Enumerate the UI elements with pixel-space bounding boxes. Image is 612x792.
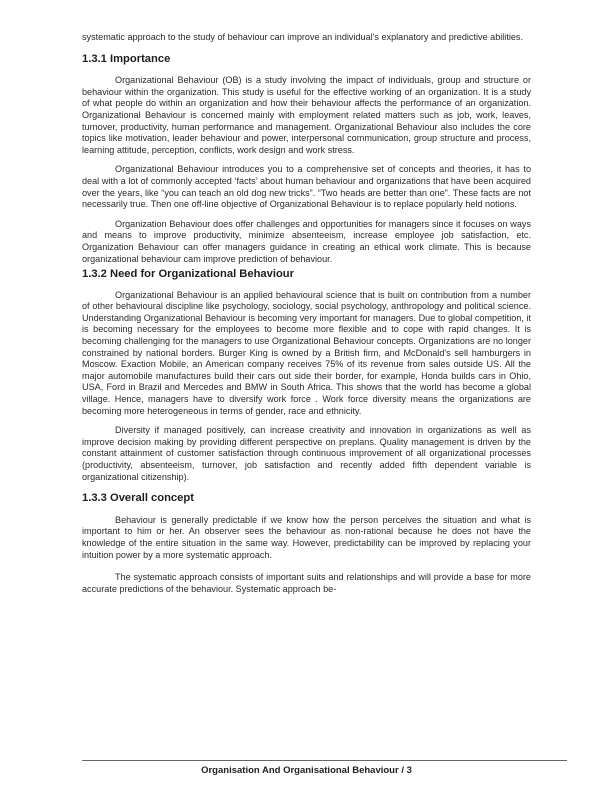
paragraph: The systematic approach consists of important suits and relationships and will provide a base for more accurate predictions of the behaviour. Systematic approach be- bbox=[82, 572, 531, 594]
paragraph: Organizational Behaviour (OB) is a study involving the impact of individuals, group and structure or behaviour within the organization. This study is useful for the effective working of an organization. It is a study of what people do within an organization and how their behaviour affects the performance of an organization. Organizational Behaviour is concerned mainly with employment related matters such as job, work, leaves, turnover, productivity, human performance and management. Organizational Behaviour also includes the core topics like motivation, leader behaviour and power, interpersonal communication, group structure and process, learning attitude, perception, conflicts, work design and work stress. bbox=[82, 75, 531, 155]
running-footer: Organisation And Organisational Behaviour / 3 bbox=[201, 765, 412, 776]
section-heading-need: 1.3.2 Need for Organizational Behaviour bbox=[82, 268, 294, 281]
paragraph: Organizational Behaviour is an applied behavioural science that is built on contribution from a number of other behavioural discipline like psychology, sociology, social psychology, anthropology and political science. Understanding Organizational Behaviour is becoming very important for managers. Due to global competition, it is becoming necessary for the employees to become more flexible and to cope with rapid changes. It is becoming challenging for the managers to use Organizational Behaviour concepts. Organizations are no longer constrained by national borders. Burger King is owned by a British firm, and McDonald's sell hamburgers in Moscow. Exaction Mobile, an American company receives 75% of its revenue from sales outside US. All the major automobile manufactures build their cars out side their border, for example, Honda builds cars in Ohio, USA, Ford in Brazil and Mercedes and BMW in South Africa. This shows that the world has become a global village. Hence, managers have to diversify work force . Work force diversity means the organizations are becoming more heterogeneous in terms of gender, race and ethnicity. bbox=[82, 289, 531, 416]
section-heading-overall-concept: 1.3.3 Overall concept bbox=[82, 492, 194, 505]
intro-paragraph: systematic approach to the study of behaviour can improve an individual's explanatory and predictive abilities. bbox=[82, 32, 524, 42]
paragraph: Organization Behaviour does offer challenges and opportunities for managers since it focuses on ways and means to improve productivity, minimize absenteeism, increase employee job satisfaction, etc. Organization Behaviour can offer managers guidance in creating an ethical work climate. This is because organizational behaviour cam improve prediction of behaviour. bbox=[82, 218, 531, 264]
section-heading-importance: 1.3.1 Importance bbox=[82, 52, 171, 65]
paragraph: Organizational Behaviour introduces you to a comprehensive set of concepts and theories, it has to deal with a lot of commonly accepted ‘facts’ about human behaviour and organizations that have been acquired over the years, like “you can teach an old dog new tricks”. “Two heads are better than one”. These facts are not necessarily true. Then one off-line objective of Organizational Behaviour is to replace popularly held notions. bbox=[82, 164, 531, 210]
paragraph: Behaviour is generally predictable if we know how the person perceives the situation and what is important to him or her. An observer sees the behaviour as non-rational because he does not have the knowledge of the entire situation in the same way. However, predictability can be improved by replacing your intuition power by a more systematic approach. bbox=[82, 514, 531, 560]
footer-divider bbox=[82, 760, 567, 761]
paragraph: Diversity if managed positively, can increase creativity and innovation in organizations as well as improve decision making by providing different perspective on preplans. Quality management is driven by the constant attainment of customer satisfaction through continuous improvement of all organizational processes (productivity, absenteeism, turnover, job satisfaction and recently added fifth dependent variable is organizational citizenship). bbox=[82, 425, 531, 482]
page-body bbox=[82, 32, 531, 595]
